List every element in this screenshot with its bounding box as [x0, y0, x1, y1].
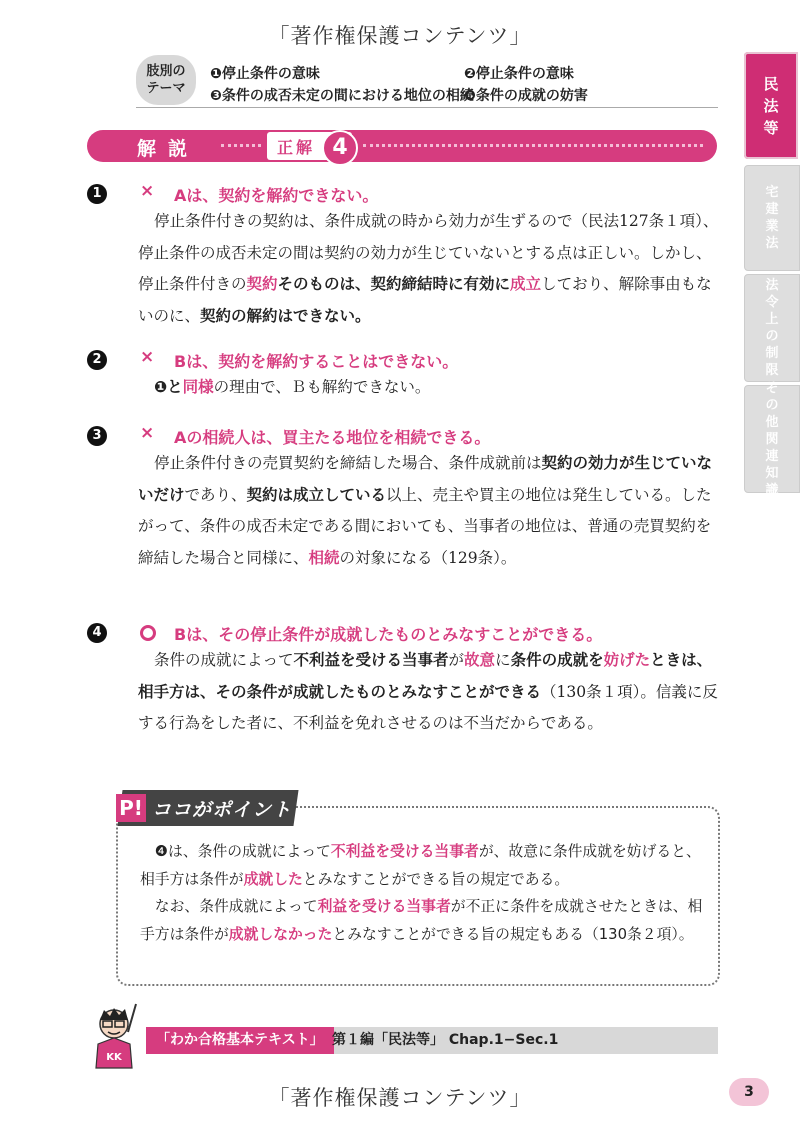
text-run: 相続 — [308, 548, 340, 567]
item-headline-4: Bは、その停止条件が成就したものとみなすことができる。 — [174, 625, 603, 644]
text-run: が — [448, 651, 465, 669]
item-number-4: 4 — [87, 623, 107, 643]
text-run: に — [495, 651, 511, 669]
text-run: 成立 — [510, 275, 542, 293]
text-run: ❹は、条件の成就によって — [140, 843, 331, 860]
text-run: が、故意に条件成就を妨げると、相手方は条件が — [140, 843, 701, 888]
item-headline-2: Bは、契約を解約することはできない。 — [174, 352, 459, 371]
answer-label: 正解 — [277, 138, 316, 157]
point-text — [140, 838, 710, 948]
watermark-top: 「著作権保護コンテンツ」 — [268, 24, 532, 48]
text-run: が不正に条件を成就させたときは、相手方は条件が — [140, 898, 703, 943]
text-run: （130条１項）。信義に反する行為をした者に、不利益を免れさせるのは不当だからである。 — [138, 682, 718, 732]
text-run: 条件の成就によって — [154, 651, 294, 669]
text-run: 条件の成就を — [510, 651, 604, 669]
text-run: 同様 — [182, 378, 214, 396]
watermark-bottom: 「著作権保護コンテンツ」 — [268, 1086, 532, 1110]
theme-item-3: ❸条件の成否未定の間における地位の相続 — [210, 88, 474, 104]
dotted-line-left — [221, 144, 261, 147]
theme-item-1: ❶停止条件の意味 — [210, 66, 320, 82]
theme-header — [136, 55, 718, 108]
answer-number: 4 — [322, 130, 358, 166]
item-headline-1: Aは、契約を解約できない。 — [174, 186, 379, 205]
theme-badge-line2: テーマ — [146, 81, 186, 96]
dotted-line-right — [363, 144, 703, 147]
text-run: の理由で、Ｂも解約できない。 — [213, 378, 431, 396]
text-run: の対象になる（129条）。 — [339, 548, 517, 567]
cross-mark-1: × — [140, 181, 155, 201]
theme-badge-line1: 肢別の — [146, 64, 186, 79]
point-badge: P! — [116, 794, 146, 822]
tab-real-estate-business-law[interactable]: 宅 建 業 法 — [744, 165, 800, 271]
text-run: 契約の効力が生じていないだけ — [138, 454, 713, 504]
point-header — [108, 790, 300, 826]
answer-box — [267, 132, 352, 160]
tab-civil-law[interactable]: 民 法 等 — [744, 52, 798, 159]
mascot-icon — [92, 1002, 144, 1070]
item-number-1: 1 — [87, 184, 107, 204]
item-number-3: 3 — [87, 426, 107, 446]
item-paragraph-3 — [138, 448, 722, 574]
text-run: 契約 — [246, 275, 278, 293]
item-paragraph-4 — [138, 645, 722, 740]
text-run: 停止条件付きの契約は、条件成就の時から効力が生ずるので（民法127条１項）、停止条件の成否未定の間は契約の効力が生じていないとする点は正しい。しかし、停止条件付きの — [138, 212, 719, 293]
text-run: とみなすことができる旨の規定である。 なお、条件成就によって — [154, 870, 570, 915]
circle-mark-4 — [140, 625, 156, 641]
text-run: 契約は成立している — [246, 485, 387, 504]
page-number: 3 — [729, 1078, 769, 1106]
cross-mark-2: × — [140, 347, 155, 367]
commentary-title: 解説 — [137, 138, 200, 160]
item-paragraph-2 — [138, 372, 722, 404]
text-run: 契約の解約はできない。 — [200, 306, 371, 325]
text-run: 妨げた — [603, 651, 651, 669]
theme-item-4: ❹条件の成就の妨害 — [464, 88, 588, 104]
text-run: ときは、相手方は、その条件が成就したものとみなすことができる — [138, 651, 713, 701]
cross-mark-3: × — [140, 423, 155, 443]
commentary-bar — [87, 130, 717, 162]
text-run: しており、解除事由もないのに、 — [138, 275, 712, 325]
text-run: 以上、売主や買主の地位は発生している。したがって、条件の成否未定である間においても、当事者の地位は、普通の売買契約を締結した場合と同様に、 — [138, 485, 712, 567]
tab-legal-restrictions[interactable]: 法 令 上 の 制 限 — [744, 274, 800, 382]
text-run: であり、 — [184, 485, 247, 504]
textbook-title: 「わか合格基本テキスト」 — [146, 1027, 334, 1054]
tab-other-knowledge[interactable]: そ の 他 関 連 知 識 — [744, 385, 800, 493]
chapter-reference: 第１編「民法等」 Chap.1−Sec.1 — [332, 1032, 559, 1048]
item-number-2: 2 — [87, 350, 107, 370]
point-title: ココがポイント — [152, 799, 293, 821]
text-run: 停止条件付きの売買契約を締結した場合、条件成就前は — [154, 454, 542, 472]
item-paragraph-1 — [138, 206, 722, 332]
text-run: 不利益を受ける当事者 — [293, 651, 449, 669]
text-run: そのものは、契約締結時に有効に — [277, 275, 511, 293]
theme-badge — [136, 55, 196, 105]
reference-bar — [146, 1027, 718, 1054]
mascot-badge: KK — [106, 1052, 122, 1063]
item-headline-3: Aの相続人は、買主たる地位を相続できる。 — [174, 428, 491, 447]
text-run: ❶と — [154, 378, 183, 396]
text-run: とみなすことができる旨の規定もある（130条２項）。 — [332, 925, 694, 943]
text-run: 利益を受ける当事者 — [317, 898, 451, 915]
text-run: 成就しなかった — [228, 925, 333, 943]
theme-item-2: ❷停止条件の意味 — [464, 66, 574, 82]
text-run: 成就した — [243, 870, 303, 888]
text-run: 不利益を受ける当事者 — [330, 843, 479, 860]
text-run: 故意 — [464, 651, 496, 669]
